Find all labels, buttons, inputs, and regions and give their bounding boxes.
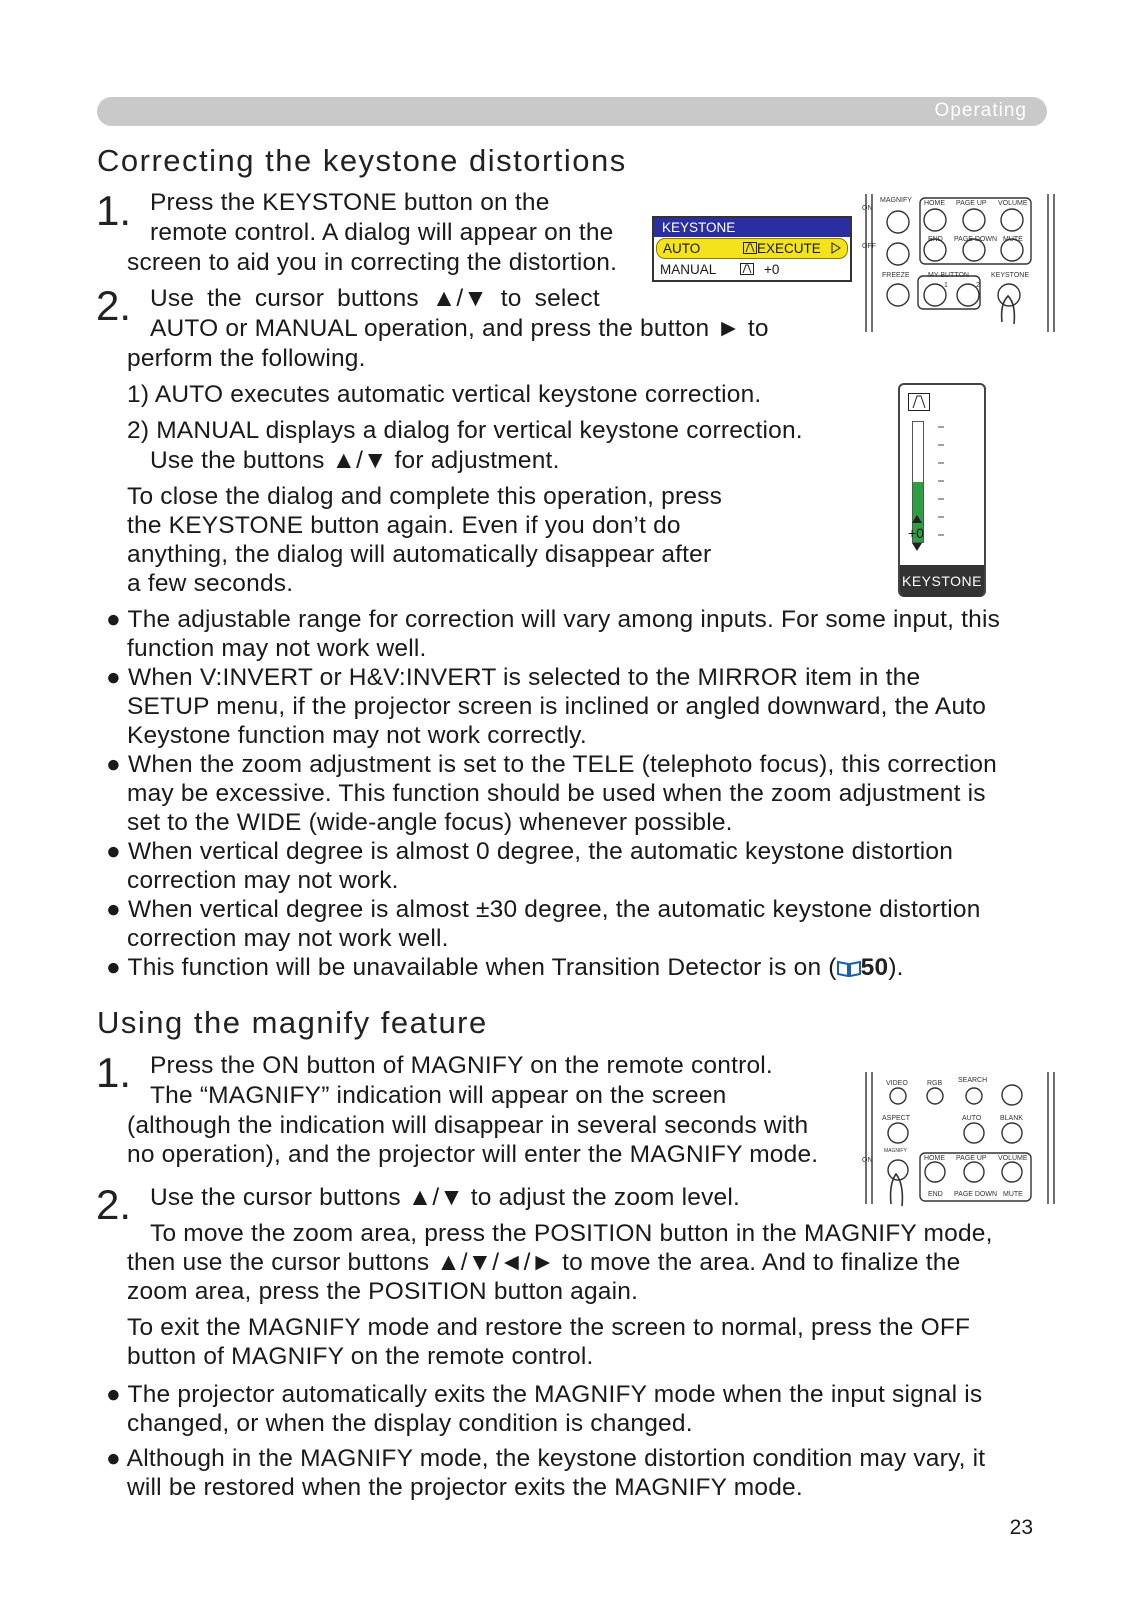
remote-label: KEYSTONE	[991, 272, 1029, 279]
magnify-step1-line: The “MAGNIFY” indication will appear on the screen	[150, 1082, 727, 1109]
remote-label: HOME	[924, 200, 945, 207]
remote-label: PAGE DOWN	[954, 236, 998, 243]
close-instruction: anything, the dialog will automatically disappear after	[127, 541, 712, 568]
note-line: ● When V:INVERT or H&V:INVERT is selected to the MIRROR item in the	[106, 664, 921, 691]
remote-label: VOLUME	[998, 1155, 1028, 1162]
remote-label: 2	[976, 282, 980, 289]
note-line: function may not work well.	[127, 635, 427, 662]
page-reference-link[interactable]	[837, 954, 889, 981]
step-number: 2.	[96, 282, 132, 329]
remote-control-keystone-illustration	[862, 192, 1058, 334]
triangle-down-icon	[912, 543, 922, 551]
triangle-right-icon	[831, 242, 841, 254]
magnify-step1-line: no operation), and the projector will enter the MAGNIFY mode.	[127, 1141, 819, 1168]
remote-label: BLANK	[1000, 1115, 1023, 1122]
triangle-up-icon	[912, 515, 922, 523]
magnify-note-line: changed, or when the display condition is changed.	[127, 1410, 693, 1437]
keystone-icon	[908, 393, 930, 411]
note-line: ● When vertical degree is almost 0 degree, the automatic keystone distortion	[106, 838, 954, 865]
remote-label: AUTO	[962, 1115, 982, 1122]
slider-tick-marks	[938, 423, 948, 543]
remote-label: VIDEO	[886, 1080, 908, 1087]
keystone-dialog	[652, 216, 852, 282]
magnify-exit-line: button of MAGNIFY on the remote control.	[127, 1343, 594, 1370]
substep-auto: 1) AUTO executes automatic vertical keystone correction.	[127, 381, 762, 408]
note-line: Keystone function may not work correctly.	[127, 722, 587, 749]
remote-label: RGB	[927, 1080, 943, 1087]
remote-label: ON	[862, 205, 873, 212]
step1-line: remote control. A dialog will appear on the	[150, 219, 614, 246]
step1-line: Press the KEYSTONE button on the	[150, 189, 550, 216]
remote-label: HOME	[924, 1155, 945, 1162]
step-number: 1.	[96, 187, 132, 234]
substep-manual-detail: Use the buttons ▲/▼ for adjustment.	[150, 447, 560, 474]
mode-label: AUTO	[663, 241, 701, 256]
remote-control-magnify-illustration	[862, 1070, 1058, 1206]
remote-label: MUTE	[1003, 236, 1023, 243]
remote-label: ON	[862, 1157, 873, 1164]
note-line: SETUP menu, if the projector screen is inclined or angled downward, the Auto	[127, 693, 987, 720]
remote-label: PAGE UP	[956, 200, 987, 207]
magnify-heading: Using the magnify feature	[97, 1005, 488, 1040]
keystone-dialog-row-auto	[656, 238, 848, 259]
note-text: ● This function will be unavailable when Transition Detector is on (	[106, 954, 837, 981]
magnify-step1-line: Press the ON button of MAGNIFY on the remote control.	[150, 1052, 773, 1079]
mode-label: MANUAL	[660, 262, 717, 277]
keystone-slider-dialog	[898, 383, 986, 597]
section-header-bar	[97, 97, 1047, 126]
remote-label: SEARCH	[958, 1077, 988, 1084]
remote-label: MAGNIFY	[884, 1148, 907, 1154]
remote-label: OFF	[862, 243, 876, 250]
book-icon	[837, 959, 861, 977]
remote-label: MY BUTTON	[928, 272, 969, 279]
remote-label: PAGE DOWN	[954, 1191, 998, 1198]
magnify-step2-line: zoom area, press the POSITION button again.	[127, 1278, 639, 1305]
magnify-step2-line: To move the zoom area, press the POSITION button in the MAGNIFY mode,	[150, 1220, 993, 1247]
page-number: 23	[1009, 1516, 1033, 1539]
section-label: Operating	[934, 100, 1027, 121]
magnify-step1-line: (although the indication will disappear in several seconds with	[127, 1112, 809, 1139]
substep-manual: 2) MANUAL displays a dialog for vertical keystone correction.	[127, 417, 803, 444]
remote-label: ASPECT	[882, 1115, 911, 1122]
keystone-icon	[743, 242, 757, 254]
keystone-dialog-title: KEYSTONE	[654, 218, 850, 237]
close-instruction: To close the dialog and complete this operation, press	[127, 483, 723, 510]
keystone-icon	[740, 263, 754, 275]
magnify-note-line: ● The projector automatically exits the MAGNIFY mode when the input signal is	[106, 1381, 983, 1408]
mode-action: EXECUTE	[757, 241, 821, 256]
magnify-exit-line: To exit the MAGNIFY mode and restore the screen to normal, press the OFF	[127, 1314, 971, 1341]
remote-label: FREEZE	[882, 272, 910, 279]
magnify-step2-line: then use the cursor buttons ▲/▼/◄/► to move the area. And to finalize the	[127, 1249, 961, 1276]
note-text-end: ).	[888, 954, 904, 981]
note-line: ● When the zoom adjustment is set to the TELE (telephoto focus), this correction	[106, 751, 997, 778]
note-line: ● The adjustable range for correction will vary among inputs. For some input, this	[106, 606, 1001, 633]
step-number: 2.	[96, 1181, 132, 1228]
note-line-transition	[106, 953, 904, 983]
magnify-note-line: ● Although in the MAGNIFY mode, the keystone distortion condition may vary, it	[106, 1445, 986, 1472]
magnify-note-line: will be restored when the projector exits the MAGNIFY mode.	[127, 1474, 803, 1501]
close-instruction: a few seconds.	[127, 570, 294, 597]
remote-label: MUTE	[1003, 1191, 1023, 1198]
remote-label: 1	[944, 282, 948, 289]
keystone-slider-label: KEYSTONE	[900, 565, 984, 597]
remote-label: END	[928, 236, 943, 243]
remote-label: VOLUME	[998, 200, 1028, 207]
note-line: ● When vertical degree is almost ±30 degree, the automatic keystone distortion	[106, 896, 981, 923]
step2-line: AUTO or MANUAL operation, and press the button ► to	[150, 315, 769, 342]
note-line: correction may not work well.	[127, 925, 449, 952]
mode-action: +0	[764, 262, 780, 277]
close-instruction: the KEYSTONE button again. Even if you don’t do	[127, 512, 681, 539]
page-reference-number: 50	[860, 954, 889, 981]
step2-line: perform the following.	[127, 345, 366, 372]
note-line: correction may not work.	[127, 867, 399, 894]
remote-label: MAGNIFY	[880, 197, 912, 204]
step2-line: Use the cursor buttons ▲/▼ to select	[150, 285, 600, 312]
remote-label: PAGE UP	[956, 1155, 987, 1162]
note-line: may be excessive. This function should be used when the zoom adjustment is	[127, 780, 986, 807]
slider-value: +0	[908, 525, 924, 541]
keystone-dialog-row-manual	[654, 260, 850, 279]
keystone-heading: Correcting the keystone distortions	[97, 143, 627, 178]
magnify-step2-line: Use the cursor buttons ▲/▼ to adjust the zoom level.	[150, 1184, 741, 1211]
remote-label: END	[928, 1191, 943, 1198]
step1-line: screen to aid you in correcting the distortion.	[127, 249, 618, 276]
note-line: set to the WIDE (wide-angle focus) whenever possible.	[127, 809, 733, 836]
step-number: 1.	[96, 1049, 132, 1096]
